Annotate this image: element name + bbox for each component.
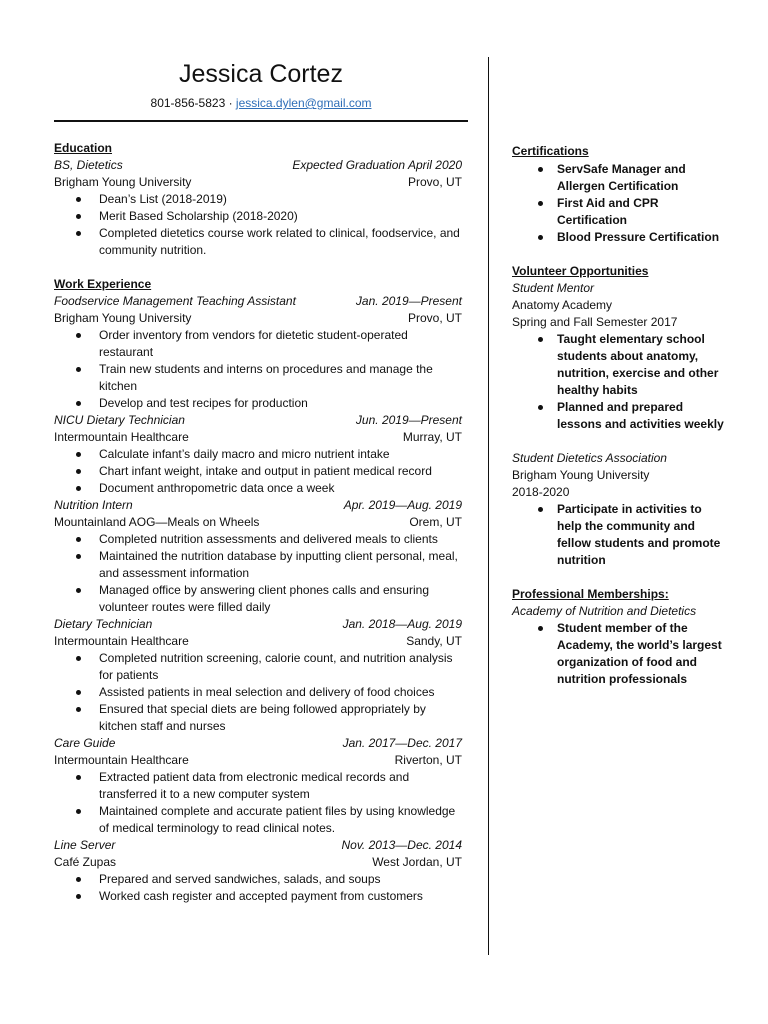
job-bullets — [54, 871, 462, 905]
job-location: West Jordan, UT — [372, 855, 462, 869]
volunteer-dates: 2018-2020 — [512, 485, 570, 499]
certification-item: First Aid and CPR Certification — [512, 195, 727, 229]
bullet-item: Chart infant weight, intake and output in patient medical record — [54, 463, 462, 480]
volunteer-bullets — [512, 501, 727, 569]
job-role-row — [54, 616, 462, 633]
job-entry — [54, 837, 462, 905]
volunteer-org: Brigham Young University — [512, 468, 650, 482]
bullet-item: Student member of the Academy, the world’s largest organization of food and nutrition professionals — [512, 620, 727, 688]
degree: BS, Dietetics — [54, 158, 123, 172]
phone-number: 801-856-5823 — [150, 96, 226, 110]
degree-row — [54, 157, 462, 174]
job-entry — [54, 735, 462, 837]
job-location: Murray, UT — [402, 430, 462, 444]
job-bullets — [54, 531, 462, 616]
job-role-row — [54, 735, 462, 752]
job-role: Dietary Technician — [54, 617, 153, 631]
volunteer-section — [512, 263, 727, 569]
volunteer-entry — [512, 450, 727, 569]
job-dates: Nov. 2013—Dec. 2014 — [341, 838, 462, 852]
certification-item: ServSafe Manager and Allergen Certification — [512, 161, 727, 195]
membership-bullets — [512, 620, 727, 688]
work-title: Work Experience — [54, 277, 152, 291]
certifications-section — [512, 143, 727, 246]
job-org-row — [54, 854, 462, 871]
bullet-item: Maintained complete and accurate patient files by using knowledge of medical terminology to read clinical notes. — [54, 803, 462, 837]
left-column — [54, 140, 462, 905]
bullet-item: Worked cash register and accepted payment from customers — [54, 888, 462, 905]
job-org: Intermountain Healthcare — [54, 753, 189, 767]
memberships-section — [512, 586, 727, 688]
volunteer-role: Student Mentor — [512, 281, 595, 295]
job-bullets — [54, 327, 462, 412]
job-org: Intermountain Healthcare — [54, 634, 189, 648]
job-dates: Apr. 2019—Aug. 2019 — [343, 498, 462, 512]
job-org-row — [54, 514, 462, 531]
job-bullets — [54, 446, 462, 497]
bullet-item: Prepared and served sandwiches, salads, and soups — [54, 871, 462, 888]
bullet-item: Develop and test recipes for production — [54, 395, 462, 412]
job-location: Orem, UT — [409, 515, 462, 529]
job-org-row — [54, 429, 462, 446]
bullet-item: Document anthropometric data once a week — [54, 480, 462, 497]
job-location: Provo, UT — [407, 311, 462, 325]
volunteer-dates: Spring and Fall Semester 2017 — [512, 315, 678, 329]
bullet-item: Extracted patient data from electronic medical records and transferred it to a new computer system — [54, 769, 462, 803]
job-entry — [54, 293, 462, 412]
certification-item: Blood Pressure Certification — [512, 229, 727, 246]
volunteer-bullets — [512, 331, 727, 433]
bullet-item: Dean’s List (2018-2019) — [54, 191, 462, 208]
job-bullets — [54, 769, 462, 837]
school-row — [54, 174, 462, 191]
contact-separator: · — [225, 96, 236, 110]
job-org: Café Zupas — [54, 855, 117, 869]
education-section — [54, 140, 462, 259]
candidate-name: Jessica Cortez — [179, 60, 343, 88]
work-section — [54, 276, 462, 905]
job-location: Riverton, UT — [394, 753, 462, 767]
job-entry — [54, 412, 462, 497]
bullet-item: Completed nutrition assessments and delivered meals to clients — [54, 531, 462, 548]
job-role: NICU Dietary Technician — [54, 413, 185, 427]
job-role: Care Guide — [54, 736, 116, 750]
volunteer-org: Anatomy Academy — [512, 298, 613, 312]
job-dates: Jan. 2019—Present — [355, 294, 462, 308]
email-link[interactable]: jessica.dylen@gmail.com — [235, 96, 372, 110]
job-role-row — [54, 837, 462, 854]
job-org-row — [54, 752, 462, 769]
job-org-row — [54, 310, 462, 327]
job-role: Nutrition Intern — [54, 498, 133, 512]
job-role: Foodservice Management Teaching Assistant — [54, 294, 296, 308]
job-org: Mountainland AOG—Meals on Wheels — [54, 515, 260, 529]
bullet-item: Assisted patients in meal selection and delivery of food choices — [54, 684, 462, 701]
contact-line — [54, 95, 468, 111]
bullet-item: Ensured that special diets are being followed appropriately by kitchen staff and nurses — [54, 701, 462, 735]
job-org: Brigham Young University — [54, 311, 192, 325]
job-location: Sandy, UT — [406, 634, 462, 648]
certifications-title: Certifications — [512, 144, 589, 158]
education-title: Education — [54, 141, 113, 155]
header-divider — [54, 120, 468, 122]
job-role-row — [54, 412, 462, 429]
volunteer-role: Student Dietetics Association — [512, 451, 667, 465]
volunteer-entry — [512, 280, 727, 433]
job-dates: Jan. 2017—Dec. 2017 — [342, 736, 462, 750]
bullet-item: Planned and prepared lessons and activities weekly — [512, 399, 727, 433]
school-name: Brigham Young University — [54, 175, 192, 189]
job-role: Line Server — [54, 838, 116, 852]
bullet-item: Completed dietetics course work related to clinical, foodservice, and community nutrition. — [54, 225, 462, 259]
bullet-item: Merit Based Scholarship (2018-2020) — [54, 208, 462, 225]
bullet-item: Train new students and interns on procedures and manage the kitchen — [54, 361, 462, 395]
school-location: Provo, UT — [407, 175, 462, 189]
bullet-item: Completed nutrition screening, calorie count, and nutrition analysis for patients — [54, 650, 462, 684]
job-org: Intermountain Healthcare — [54, 430, 189, 444]
volunteer-title: Volunteer Opportunities — [512, 264, 649, 278]
bullet-item: Participate in activities to help the community and fellow students and promote nutrition — [512, 501, 727, 569]
job-org-row — [54, 633, 462, 650]
job-bullets — [54, 650, 462, 735]
certifications-list — [512, 161, 727, 246]
job-role-row — [54, 497, 462, 514]
job-entry — [54, 616, 462, 735]
graduation-date: Expected Graduation April 2020 — [292, 158, 462, 172]
job-entry — [54, 497, 462, 616]
bullet-item: Taught elementary school students about anatomy, nutrition, exercise and other healthy habits — [512, 331, 727, 399]
job-role-row — [54, 293, 462, 310]
job-dates: Jun. 2019—Present — [355, 413, 462, 427]
bullet-item: Order inventory from vendors for dietetic student-operated restaurant — [54, 327, 462, 361]
bullet-item: Calculate infant’s daily macro and micro nutrient intake — [54, 446, 462, 463]
education-bullets — [54, 191, 462, 259]
column-divider — [488, 57, 489, 955]
job-dates: Jan. 2018—Aug. 2019 — [342, 617, 462, 631]
right-column — [512, 143, 727, 688]
resume-header — [54, 58, 468, 111]
memberships-title: Professional Memberships: — [512, 587, 669, 601]
bullet-item: Managed office by answering client phones calls and ensuring volunteer routes were filled daily — [54, 582, 462, 616]
membership-org: Academy of Nutrition and Dietetics — [512, 604, 697, 618]
bullet-item: Maintained the nutrition database by inputting client personal, meal, and assessment information — [54, 548, 462, 582]
